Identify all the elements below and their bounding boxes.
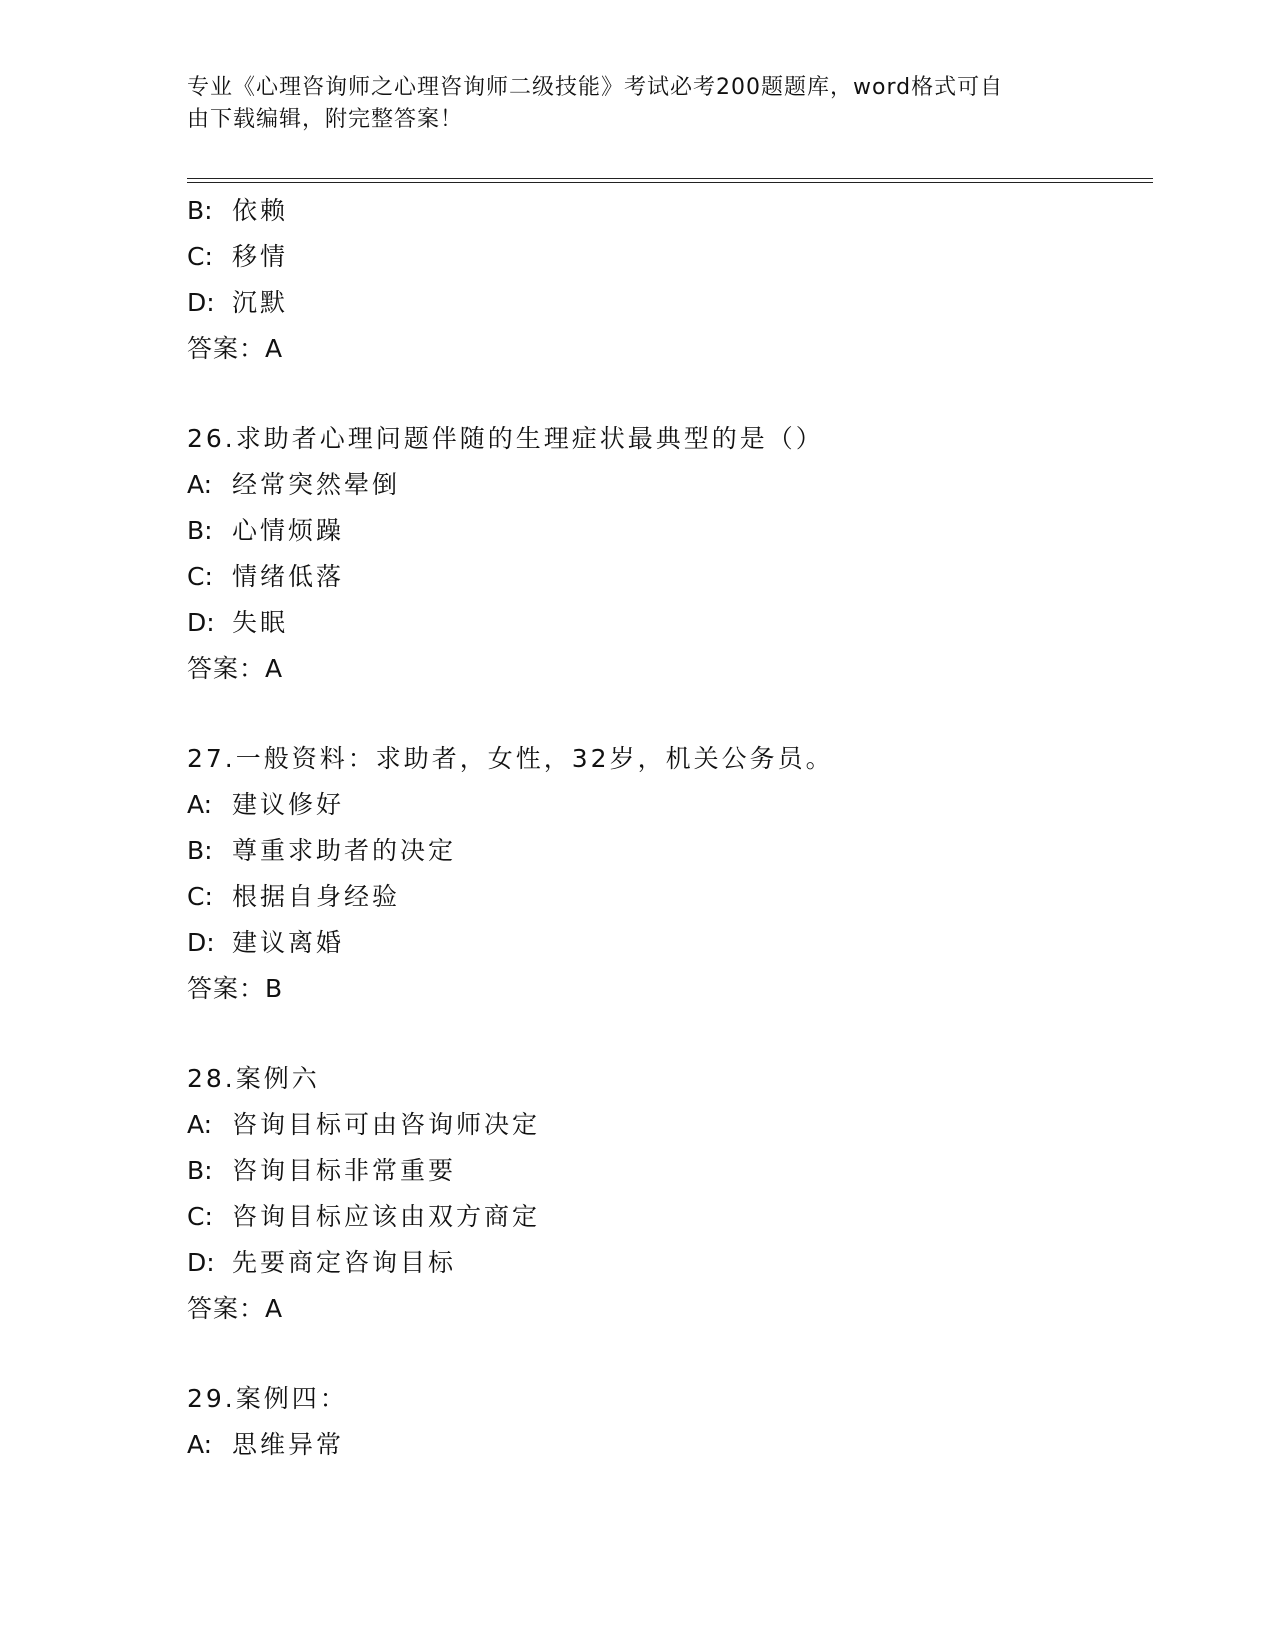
option-text: 咨询目标非常重要 — [232, 1156, 457, 1185]
option-a — [187, 782, 1147, 828]
header-line-1: 专业《心理咨询师之心理咨询师二级技能》考试必考200题题库，word格式可自 — [187, 75, 1004, 100]
header-line-2: 由下载编辑，附完整答案！ — [187, 107, 464, 132]
option-label: A: — [187, 790, 213, 819]
spacer — [187, 1332, 1147, 1376]
option-text: 建议修好 — [232, 790, 345, 819]
option-label: D: — [187, 608, 215, 637]
option-text: 根据自身经验 — [232, 882, 401, 911]
option-text: 依赖 — [232, 196, 289, 225]
question-block-29 — [187, 1376, 1147, 1468]
option-label: C: — [187, 1202, 213, 1231]
option-text: 思维异常 — [232, 1430, 345, 1459]
option-label: B: — [187, 196, 213, 225]
option-text: 心情烦躁 — [232, 516, 345, 545]
option-label: D: — [187, 288, 215, 317]
option-label: C: — [187, 242, 213, 271]
option-text: 经常突然晕倒 — [232, 470, 401, 499]
option-c — [187, 1194, 1147, 1240]
question-stem: 28.案例六 — [187, 1064, 320, 1093]
question-block-28 — [187, 1056, 1147, 1332]
option-label: A: — [187, 1110, 213, 1139]
option-text: 建议离婚 — [232, 928, 345, 957]
answer-line: 答案：A — [187, 334, 284, 363]
option-text: 尊重求助者的决定 — [232, 836, 457, 865]
option-text: 咨询目标应该由双方商定 — [232, 1202, 541, 1231]
question-block-26 — [187, 416, 1147, 692]
option-d — [187, 600, 1147, 646]
answer-line: 答案：A — [187, 654, 284, 683]
option-b — [187, 188, 1147, 234]
option-c — [187, 874, 1147, 920]
answer-line: 答案：A — [187, 1294, 284, 1323]
option-label: B: — [187, 516, 213, 545]
option-c — [187, 554, 1147, 600]
question-block-27 — [187, 736, 1147, 1012]
spacer — [187, 372, 1147, 416]
option-c — [187, 234, 1147, 280]
question-list — [187, 188, 1147, 1468]
option-text: 移情 — [232, 242, 289, 271]
option-label: C: — [187, 882, 213, 911]
option-a — [187, 1422, 1147, 1468]
option-text: 失眠 — [232, 608, 289, 637]
option-d — [187, 1240, 1147, 1286]
question-stem: 29.案例四： — [187, 1384, 348, 1413]
option-label: B: — [187, 1156, 213, 1185]
document-header — [187, 72, 1087, 136]
option-label: C: — [187, 562, 213, 591]
question-stem: 27.一般资料：求助者，女性，32岁，机关公务员。 — [187, 744, 834, 773]
option-label: D: — [187, 928, 215, 957]
option-label: B: — [187, 836, 213, 865]
option-a — [187, 1102, 1147, 1148]
option-text: 情绪低落 — [232, 562, 345, 591]
option-text: 咨询目标可由咨询师决定 — [232, 1110, 541, 1139]
option-text: 先要商定咨询目标 — [232, 1248, 457, 1277]
option-d — [187, 280, 1147, 326]
question-stem: 26.求助者心理问题伴随的生理症状最典型的是（） — [187, 424, 824, 453]
header-divider-bottom — [187, 182, 1153, 183]
option-d — [187, 920, 1147, 966]
option-b — [187, 1148, 1147, 1194]
answer-line: 答案：B — [187, 974, 284, 1003]
option-a — [187, 462, 1147, 508]
option-b — [187, 508, 1147, 554]
spacer — [187, 692, 1147, 736]
option-label: A: — [187, 1430, 213, 1459]
header-divider-top — [187, 178, 1153, 179]
option-label: D: — [187, 1248, 215, 1277]
option-text: 沉默 — [232, 288, 289, 317]
spacer — [187, 1012, 1147, 1056]
option-b — [187, 828, 1147, 874]
question-block-prev — [187, 188, 1147, 372]
option-label: A: — [187, 470, 213, 499]
